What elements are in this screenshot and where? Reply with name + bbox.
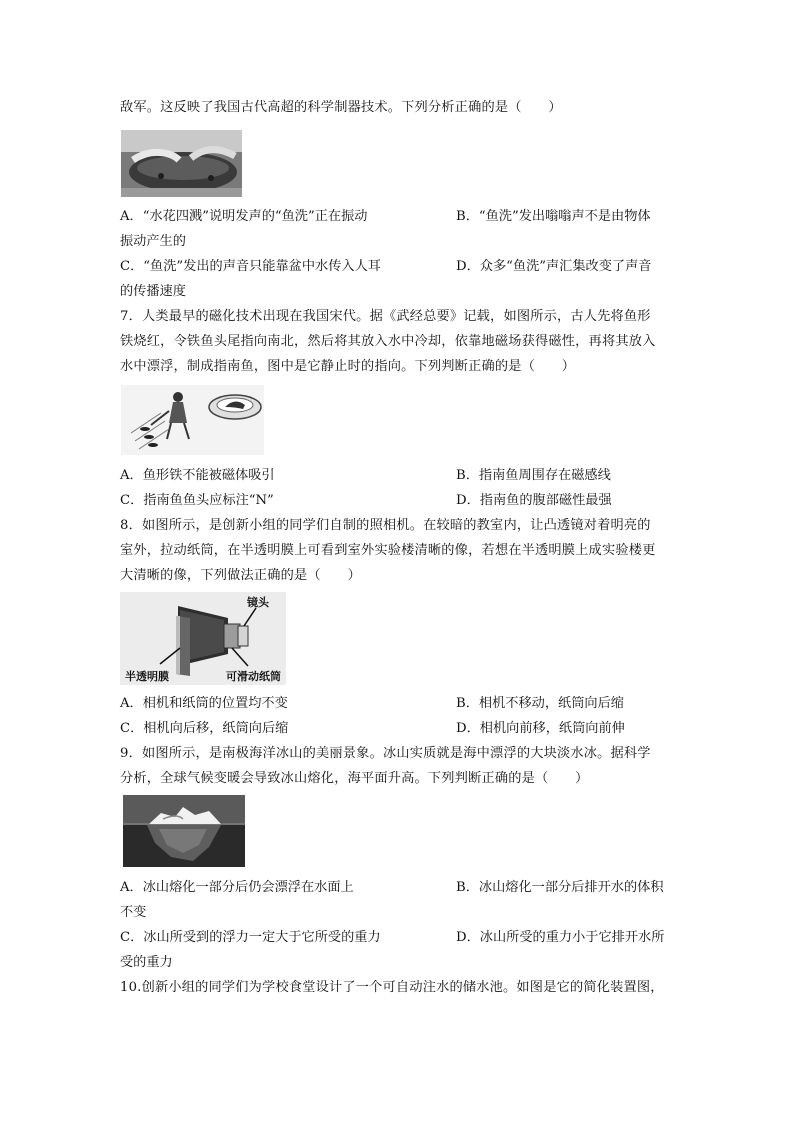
q6-option-d-cont: 的传播速度	[120, 284, 186, 299]
q9-option-b[interactable]: B．冰山熔化一部分后排开水的体积	[456, 880, 664, 895]
q7-stem-line-3: 水中漂浮，制成指南鱼，图中是它静止时的指向。下列判断正确的是（ ）	[120, 359, 576, 374]
q7-option-a[interactable]: A．鱼形铁不能被磁体吸引	[120, 468, 275, 483]
q8-stem-line-3: 大清晰的像，下列做法正确的是（ ）	[120, 568, 361, 583]
q9-option-b-cont: 不变	[120, 905, 147, 920]
q8-stem-line-2: 室外，拉动纸筒，在半透明膜上可看到室外实验楼清晰的像，若想在半透明膜上成实验楼更	[120, 543, 656, 558]
q7-option-d[interactable]: D．指南鱼的腹部磁性最强	[456, 493, 612, 508]
compass-fish-illustration	[121, 385, 264, 455]
fish-basin-photo	[121, 130, 242, 197]
q9-option-c[interactable]: C．冰山所受到的浮力一定大于它所受的重力	[120, 930, 381, 945]
q7-stem-line-1: 7．人类最早的磁化技术出现在我国宋代。据《武经总要》记载，如图所示，古人先将鱼形	[120, 309, 651, 324]
q8-option-d[interactable]: D．相机向前移，纸筒向前伸	[456, 721, 625, 736]
iceberg-photo	[123, 795, 245, 867]
film-label: 半透明膜	[125, 670, 169, 683]
q6-option-c[interactable]: C．“鱼洗”发出的声音只能靠盆中水传入人耳	[120, 259, 381, 274]
q6-option-b-cont: 振动产生的	[120, 234, 186, 249]
q9-stem-line-1: 9．如图所示，是南极海洋冰山的美丽景象。冰山实质就是海中漂浮的大块淡水冰。据科学	[120, 746, 651, 761]
q9-option-d-cont: 受的重力	[120, 955, 173, 970]
q9-stem-line-2: 分析，全球气候变暖会导致冰山熔化，海平面升高。下列判断正确的是（ ）	[120, 771, 589, 786]
q8-option-b[interactable]: B．相机不移动，纸筒向后缩	[456, 696, 624, 711]
q8-option-a[interactable]: A．相机和纸筒的位置均不变	[120, 696, 288, 711]
q7-option-c[interactable]: C．指南鱼鱼头应标注“N”	[120, 493, 274, 508]
q8-option-c[interactable]: C．相机向后移，纸筒向后缩	[120, 721, 289, 736]
q7-option-b[interactable]: B．指南鱼周围存在磁感线	[456, 468, 611, 483]
q7-stem-line-2: 铁烧红，令铁鱼头尾指向南北，然后将其放入水中冷却，依靠地磁场获得磁性，再将其放入	[120, 334, 656, 349]
q6-option-d[interactable]: D．众多“鱼洗”声汇集改变了声音	[456, 259, 652, 274]
tube-label: 可滑动纸筒	[226, 670, 281, 683]
q6-stem-tail: 敌军。这反映了我国古代高超的科学制器技术。下列分析正确的是（ ）	[120, 100, 562, 115]
lens-label: 镜头	[247, 596, 269, 609]
q6-option-b[interactable]: B．“鱼洗”发出嗡嗡声不是由物体	[456, 209, 651, 224]
q9-option-d[interactable]: D．冰山所受的重力小于它排开水所	[456, 930, 665, 945]
q10-stem-line-1: 10.创新小组的同学们为学校食堂设计了一个可自动注水的储水池。如图是它的简化装置图，	[120, 980, 664, 995]
q9-option-a[interactable]: A．冰山熔化一部分后仍会漂浮在水面上	[120, 880, 354, 895]
q8-stem-line-1: 8．如图所示，是创新小组的同学们自制的照相机。在较暗的教室内，让凸透镜对着明亮的	[120, 518, 651, 533]
q6-option-a[interactable]: A．“水花四溅”说明发声的“鱼洗”正在振动	[120, 209, 368, 224]
